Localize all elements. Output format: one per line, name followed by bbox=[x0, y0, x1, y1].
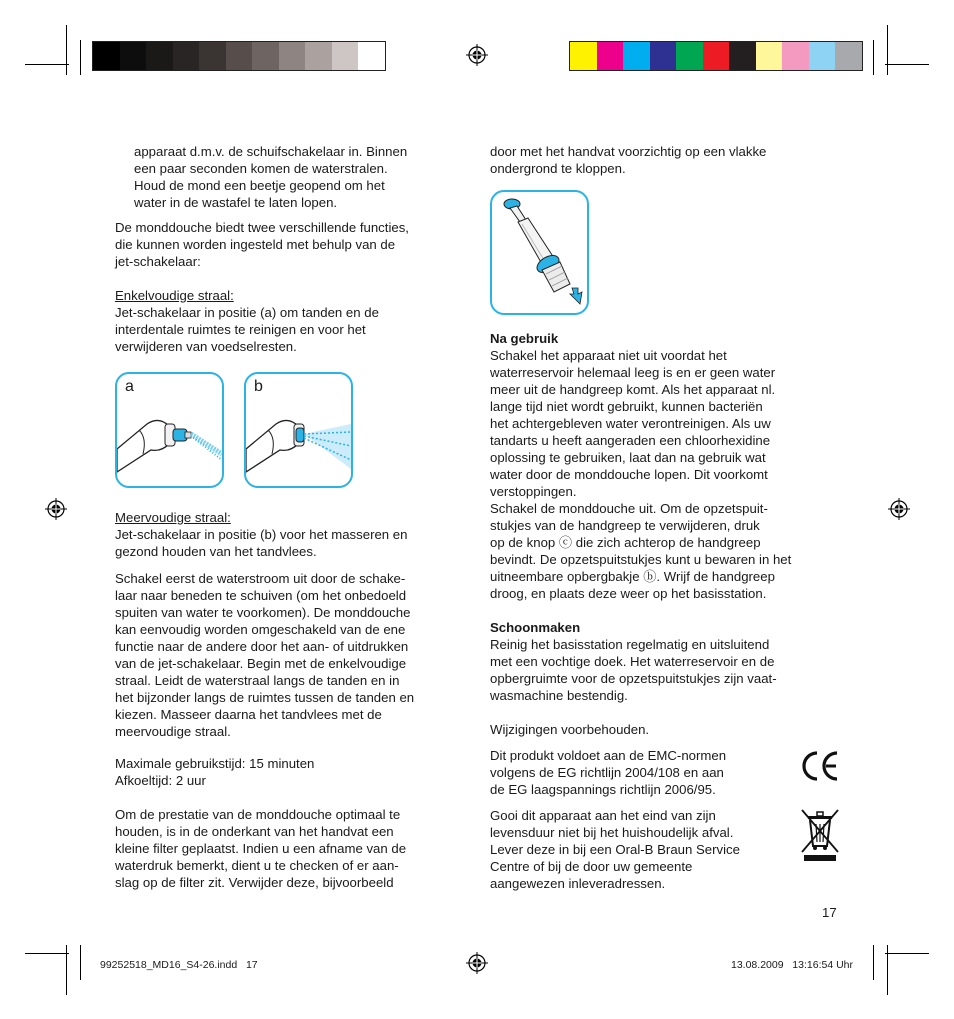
text-line: Reinig het basisstation regelmatig en uitsluitend bbox=[490, 637, 770, 652]
illustration-label-b: b bbox=[254, 378, 263, 395]
text-line: Schakel eerst de waterstroom uit door de schake- bbox=[115, 571, 406, 586]
footer-file-info: 99252518_MD16_S4-26.indd 17 bbox=[100, 959, 258, 971]
text-line: slag op de filter zit. Verwijder deze, bijvoorbeeld bbox=[115, 875, 394, 890]
single-jet-heading: Enkelvoudige straal: bbox=[115, 288, 234, 303]
footer-timestamp: 13.08.2009 13:16:54 Uhr bbox=[731, 959, 854, 971]
text-line: oplossing te gebruiken, laat dan na gebruik wat bbox=[490, 450, 766, 465]
text-line: kleine filter geplaatst. Indien u een afname van de bbox=[115, 841, 407, 856]
text-line: door met het handvat voorzichtig op een vlakke bbox=[490, 144, 767, 159]
gray-swatch-6 bbox=[226, 42, 253, 70]
filter-paragraph bbox=[115, 806, 465, 891]
text-line: verstoppingen. bbox=[490, 484, 577, 499]
single-jet-section bbox=[115, 287, 465, 355]
process-swatch-5 bbox=[676, 42, 703, 70]
text-line: uitneembare opbergbakje ⓑ. Wrijf de handgreep bbox=[490, 569, 775, 584]
text-line: Wijzigingen voorbehouden. bbox=[490, 722, 650, 737]
crossed-bin-icon bbox=[800, 806, 840, 862]
registration-mark-icon bbox=[888, 498, 910, 520]
text-line: Jet-schakelaar in positie (a) om tanden en de bbox=[115, 305, 379, 320]
text-line: meervoudige straal. bbox=[115, 724, 231, 739]
text-line: laar naar beneden te schuiven (om het onbedoeld bbox=[115, 588, 407, 603]
text-line: bevindt. De opzetspuitstukjes kunt u bewaren in het bbox=[490, 552, 792, 567]
text-line: kan eenvoudig worden omgeschakeld van de ene bbox=[115, 622, 406, 637]
process-swatch-1 bbox=[570, 42, 597, 70]
intro-paragraph bbox=[134, 143, 464, 211]
process-swatch-7 bbox=[729, 42, 756, 70]
text-line: straal. Leidt de waterstraal langs de tanden en in bbox=[115, 673, 400, 688]
usage-times bbox=[115, 755, 465, 789]
text-line: Houd de mond een beetje geopend om het bbox=[134, 178, 385, 193]
text-line: apparaat d.m.v. de schuifschakelaar in. Binnen bbox=[134, 144, 408, 159]
functions-paragraph bbox=[115, 219, 465, 270]
single-jet-nozzle-icon bbox=[117, 374, 222, 486]
multi-jet-heading: Meervoudige straal: bbox=[115, 510, 231, 525]
text-line: jet-schakelaar: bbox=[115, 254, 201, 269]
process-swatch-9 bbox=[782, 42, 809, 70]
text-line: met een vochtige doek. Het waterreservoir en de bbox=[490, 654, 775, 669]
gray-swatch-8 bbox=[279, 42, 306, 70]
registration-mark-icon bbox=[466, 44, 488, 66]
text-line: tandarts u heeft aangeraden een chloorhexidine bbox=[490, 433, 771, 448]
nozzle-removal-illustration bbox=[490, 190, 589, 315]
gray-swatch-9 bbox=[305, 42, 332, 70]
text-line: Jet-schakelaar in positie (b) voor het masseren en bbox=[115, 527, 408, 542]
process-swatch-4 bbox=[650, 42, 677, 70]
gray-swatch-2 bbox=[120, 42, 147, 70]
cleaning-heading: Schoonmaken bbox=[490, 620, 581, 635]
continued-paragraph bbox=[490, 143, 840, 177]
cleaning-section bbox=[490, 619, 840, 704]
text-line: aangewezen inleveradressen. bbox=[490, 876, 666, 891]
text-line: houden, is in de onderkant van het handvat een bbox=[115, 824, 394, 839]
text-line: verwijderen van voedselresten. bbox=[115, 339, 297, 354]
text-line: die kunnen worden ingesteld met behulp van de bbox=[115, 237, 396, 252]
single-jet-illustration bbox=[115, 372, 224, 488]
gray-swatch-3 bbox=[146, 42, 173, 70]
text-line: meer uit de handgreep komt. Als het apparaat nl. bbox=[490, 382, 776, 397]
nozzle-icon bbox=[492, 192, 587, 313]
disposal-paragraph bbox=[490, 807, 790, 892]
ce-mark-icon bbox=[799, 749, 841, 783]
max-usage-time: Maximale gebruikstijd: 15 minuten bbox=[115, 756, 315, 771]
text-line: droog, en plaats deze weer op het basisstation. bbox=[490, 586, 767, 601]
text-line: lange tijd niet wordt gebruikt, kunnen bacteriën bbox=[490, 399, 763, 414]
process-swatch-6 bbox=[703, 42, 730, 70]
grayscale-color-bar bbox=[92, 41, 386, 71]
switch-paragraph bbox=[115, 570, 465, 740]
registration-mark-icon bbox=[466, 952, 488, 974]
text-line: kiezen. Masseer daarna het tandvlees met de bbox=[115, 707, 382, 722]
text-line: ondergrond te kloppen. bbox=[490, 161, 626, 176]
process-swatch-10 bbox=[809, 42, 836, 70]
text-line: Schakel de monddouche uit. Om de opzetspuit- bbox=[490, 501, 768, 516]
text-line: interdentale ruimtes te reinigen en voor het bbox=[115, 322, 366, 337]
text-line: het achtergebleven water verontreinigen. Als uw bbox=[490, 416, 771, 431]
text-line: Om de prestatie van de monddouche optimaal te bbox=[115, 807, 401, 822]
text-line: het bijzonder langs de ruimtes tussen de tanden en bbox=[115, 690, 415, 705]
text-line: de EG laagspannings richtlijn 2006/95. bbox=[490, 782, 716, 797]
text-line: Gooi dit apparaat aan het eind van zijn bbox=[490, 808, 716, 823]
gray-swatch-10 bbox=[332, 42, 359, 70]
changes-notice bbox=[490, 721, 840, 738]
text-line: Centre of bij de door uw gemeente bbox=[490, 859, 693, 874]
text-line: water door de monddouche lopen. Dit voorkomt bbox=[490, 467, 768, 482]
text-line: gezond houden van het tandvlees. bbox=[115, 544, 317, 559]
page-number: 17 bbox=[822, 905, 837, 920]
gray-swatch-11 bbox=[358, 42, 385, 70]
text-line: water in de wastafel te laten lopen. bbox=[134, 195, 338, 210]
text-line: op de knop ⓒ die zich achterop de handgreep bbox=[490, 535, 761, 550]
text-line: waterdruk bemerkt, dient u te checken of er aan- bbox=[115, 858, 399, 873]
text-line: volgens de EG richtlijn 2004/108 en aan bbox=[490, 765, 724, 780]
after-use-section bbox=[490, 330, 840, 602]
process-color-bar bbox=[569, 41, 863, 71]
text-line: van de jet-schakelaar. Begin met de enkelvoudige bbox=[115, 656, 407, 671]
gray-swatch-4 bbox=[173, 42, 200, 70]
gray-swatch-1 bbox=[93, 42, 120, 70]
process-swatch-8 bbox=[756, 42, 783, 70]
process-swatch-3 bbox=[623, 42, 650, 70]
emc-paragraph bbox=[490, 747, 790, 798]
multi-jet-nozzle-icon bbox=[246, 374, 351, 486]
registration-mark-icon bbox=[45, 498, 67, 520]
text-line: Lever deze in bij een Oral-B Braun Service bbox=[490, 842, 740, 857]
gray-swatch-7 bbox=[252, 42, 279, 70]
illustration-label-a: a bbox=[125, 378, 134, 395]
text-line: functie naar de andere door het aan- of uitdrukken bbox=[115, 639, 409, 654]
process-swatch-2 bbox=[597, 42, 624, 70]
text-line: waterreservoir helemaal leeg is en er geen water bbox=[490, 365, 776, 380]
multi-jet-illustration bbox=[244, 372, 353, 488]
text-line: Dit produkt voldoet aan de EMC-normen bbox=[490, 748, 727, 763]
after-use-heading: Na gebruik bbox=[490, 331, 559, 346]
gray-swatch-5 bbox=[199, 42, 226, 70]
text-line: stukjes van de handgreep te verwijderen, druk bbox=[490, 518, 760, 533]
text-line: levensduur niet bij het huishoudelijk afval. bbox=[490, 825, 734, 840]
text-line: opbergruimte voor de opzetspuitstukjes zijn vaat- bbox=[490, 671, 777, 686]
text-line: spuiten van water te voorkomen). De monddouche bbox=[115, 605, 411, 620]
text-line: Schakel het apparaat niet uit voordat het bbox=[490, 348, 727, 363]
cooling-time: Afkoeltijd: 2 uur bbox=[115, 773, 206, 788]
multi-jet-section bbox=[115, 509, 465, 560]
text-line: De monddouche biedt twee verschillende functies, bbox=[115, 220, 409, 235]
text-line: wasmachine bestendig. bbox=[490, 688, 628, 703]
process-swatch-11 bbox=[835, 42, 862, 70]
text-line: een paar seconden komen de waterstralen. bbox=[134, 161, 388, 176]
